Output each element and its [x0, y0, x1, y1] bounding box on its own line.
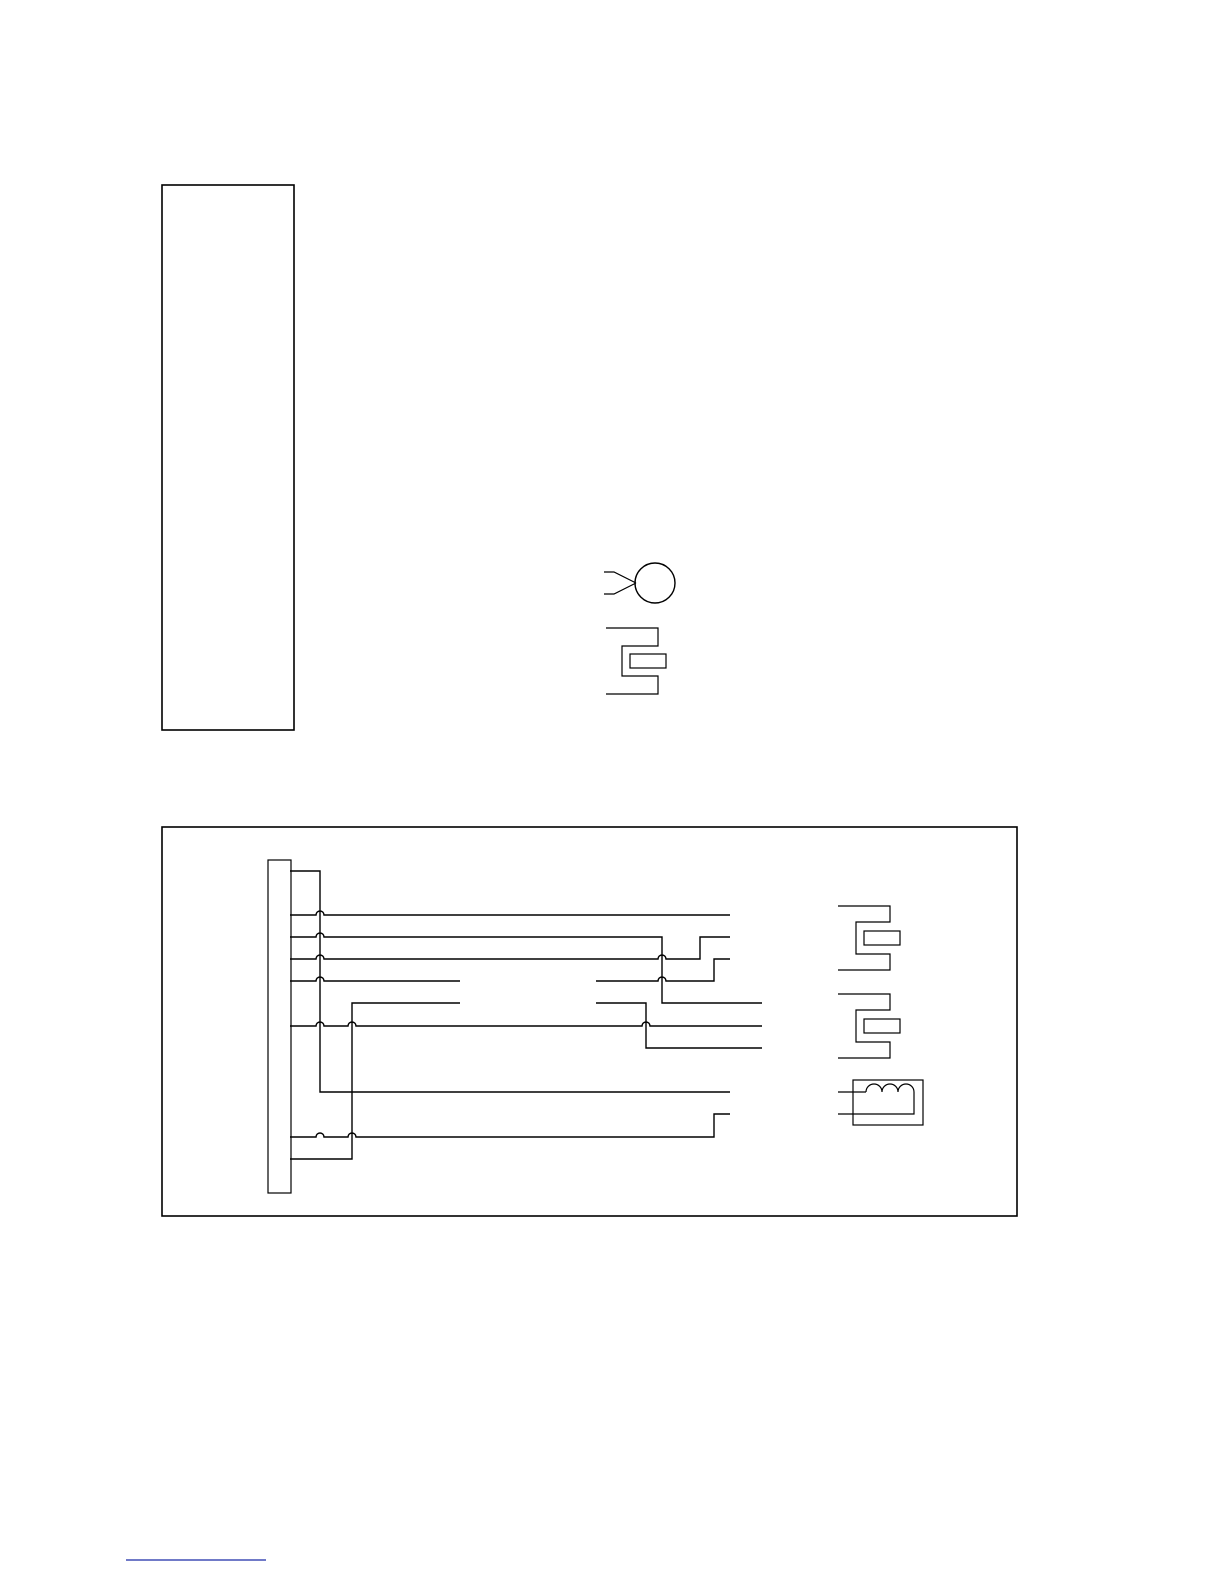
nop-sensor-slot — [864, 1019, 900, 1033]
wire-a4-yel — [290, 1022, 762, 1026]
top-diagram — [162, 185, 675, 730]
motor-lead-lower — [604, 583, 636, 594]
taroll-sensor-slot — [630, 654, 666, 668]
pwba-io-box — [162, 185, 294, 730]
motor-icon — [635, 563, 675, 603]
wire-a6-yel — [290, 1114, 730, 1137]
size-sensor-slot — [864, 931, 900, 945]
taroll-sensor-icon — [606, 628, 658, 694]
motor-lead-upper — [604, 572, 636, 583]
wire-sj1-3-out — [596, 959, 730, 981]
wire-a5-vio — [290, 977, 460, 981]
p604-body — [268, 860, 291, 1193]
feed-clutch-lead-2 — [838, 1092, 914, 1114]
feed-clutch-coil-icon — [866, 1084, 914, 1092]
mp-feeder-box — [162, 827, 1017, 1216]
bottom-diagram — [162, 827, 1017, 1216]
wire-a9-gry — [290, 933, 762, 1003]
wire-a2-yel — [290, 937, 730, 959]
wire-a1-gry — [290, 911, 730, 915]
